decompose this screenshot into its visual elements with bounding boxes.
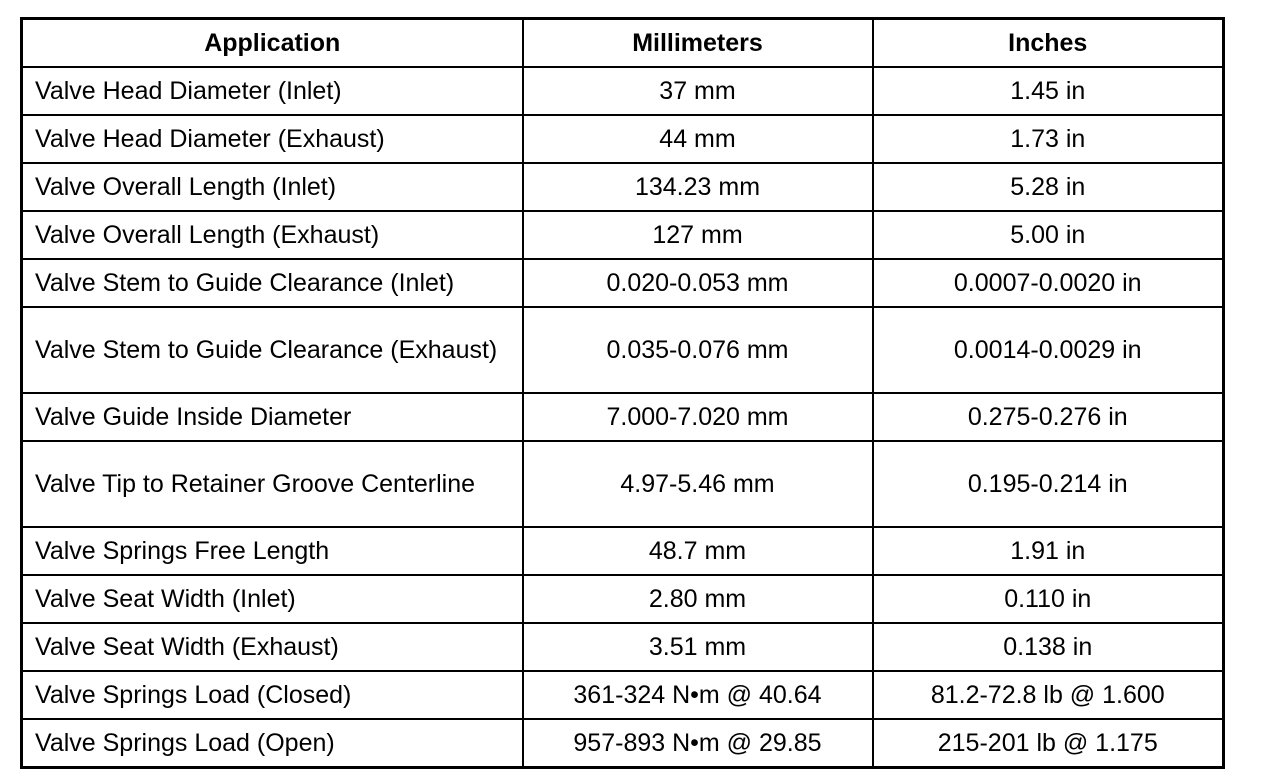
valve-specifications-table <box>20 17 1225 769</box>
inches-cell: 0.195-0.214 in <box>873 441 1224 527</box>
inches-cell: 0.275-0.276 in <box>873 393 1224 441</box>
inches-cell: 1.91 in <box>873 527 1224 575</box>
application-cell: Valve Overall Length (Exhaust) <box>22 211 523 259</box>
millimeters-cell: 44 mm <box>523 115 873 163</box>
inches-cell: 1.73 in <box>873 115 1224 163</box>
table-row <box>22 623 1224 671</box>
millimeters-cell: 3.51 mm <box>523 623 873 671</box>
inches-cell: 0.0007-0.0020 in <box>873 259 1224 307</box>
inches-cell: 0.0014-0.0029 in <box>873 307 1224 393</box>
application-cell: Valve Head Diameter (Exhaust) <box>22 115 523 163</box>
table-row <box>22 441 1224 527</box>
table-row <box>22 67 1224 115</box>
table-row <box>22 393 1224 441</box>
application-cell: Valve Guide Inside Diameter <box>22 393 523 441</box>
millimeters-cell: 48.7 mm <box>523 527 873 575</box>
application-cell: Valve Stem to Guide Clearance (Inlet) <box>22 259 523 307</box>
millimeters-cell: 7.000-7.020 mm <box>523 393 873 441</box>
table-row <box>22 671 1224 719</box>
inches-cell: 1.45 in <box>873 67 1224 115</box>
inches-cell: 0.110 in <box>873 575 1224 623</box>
inches-cell: 215-201 lb @ 1.175 <box>873 719 1224 768</box>
table-row <box>22 211 1224 259</box>
millimeters-cell: 37 mm <box>523 67 873 115</box>
table-row <box>22 719 1224 768</box>
application-cell: Valve Seat Width (Exhaust) <box>22 623 523 671</box>
inches-cell: 81.2-72.8 lb @ 1.600 <box>873 671 1224 719</box>
millimeters-cell: 0.020-0.053 mm <box>523 259 873 307</box>
application-cell: Valve Springs Free Length <box>22 527 523 575</box>
millimeters-cell: 2.80 mm <box>523 575 873 623</box>
application-cell: Valve Springs Load (Closed) <box>22 671 523 719</box>
column-header-application: Application <box>22 19 523 68</box>
table-row <box>22 259 1224 307</box>
millimeters-cell: 127 mm <box>523 211 873 259</box>
application-cell: Valve Seat Width (Inlet) <box>22 575 523 623</box>
table-row <box>22 115 1224 163</box>
table-row <box>22 163 1224 211</box>
table-row <box>22 527 1224 575</box>
application-cell: Valve Tip to Retainer Groove Centerline <box>22 441 523 527</box>
millimeters-cell: 957-893 N•m @ 29.85 <box>523 719 873 768</box>
application-cell: Valve Head Diameter (Inlet) <box>22 67 523 115</box>
table-row <box>22 575 1224 623</box>
column-header-millimeters: Millimeters <box>523 19 873 68</box>
column-header-inches: Inches <box>873 19 1224 68</box>
inches-cell: 5.00 in <box>873 211 1224 259</box>
table-row <box>22 307 1224 393</box>
inches-cell: 0.138 in <box>873 623 1224 671</box>
millimeters-cell: 134.23 mm <box>523 163 873 211</box>
millimeters-cell: 4.97-5.46 mm <box>523 441 873 527</box>
millimeters-cell: 361-324 N•m @ 40.64 <box>523 671 873 719</box>
application-cell: Valve Overall Length (Inlet) <box>22 163 523 211</box>
table-header-row <box>22 19 1224 68</box>
application-cell: Valve Springs Load (Open) <box>22 719 523 768</box>
application-cell: Valve Stem to Guide Clearance (Exhaust) <box>22 307 523 393</box>
inches-cell: 5.28 in <box>873 163 1224 211</box>
millimeters-cell: 0.035-0.076 mm <box>523 307 873 393</box>
